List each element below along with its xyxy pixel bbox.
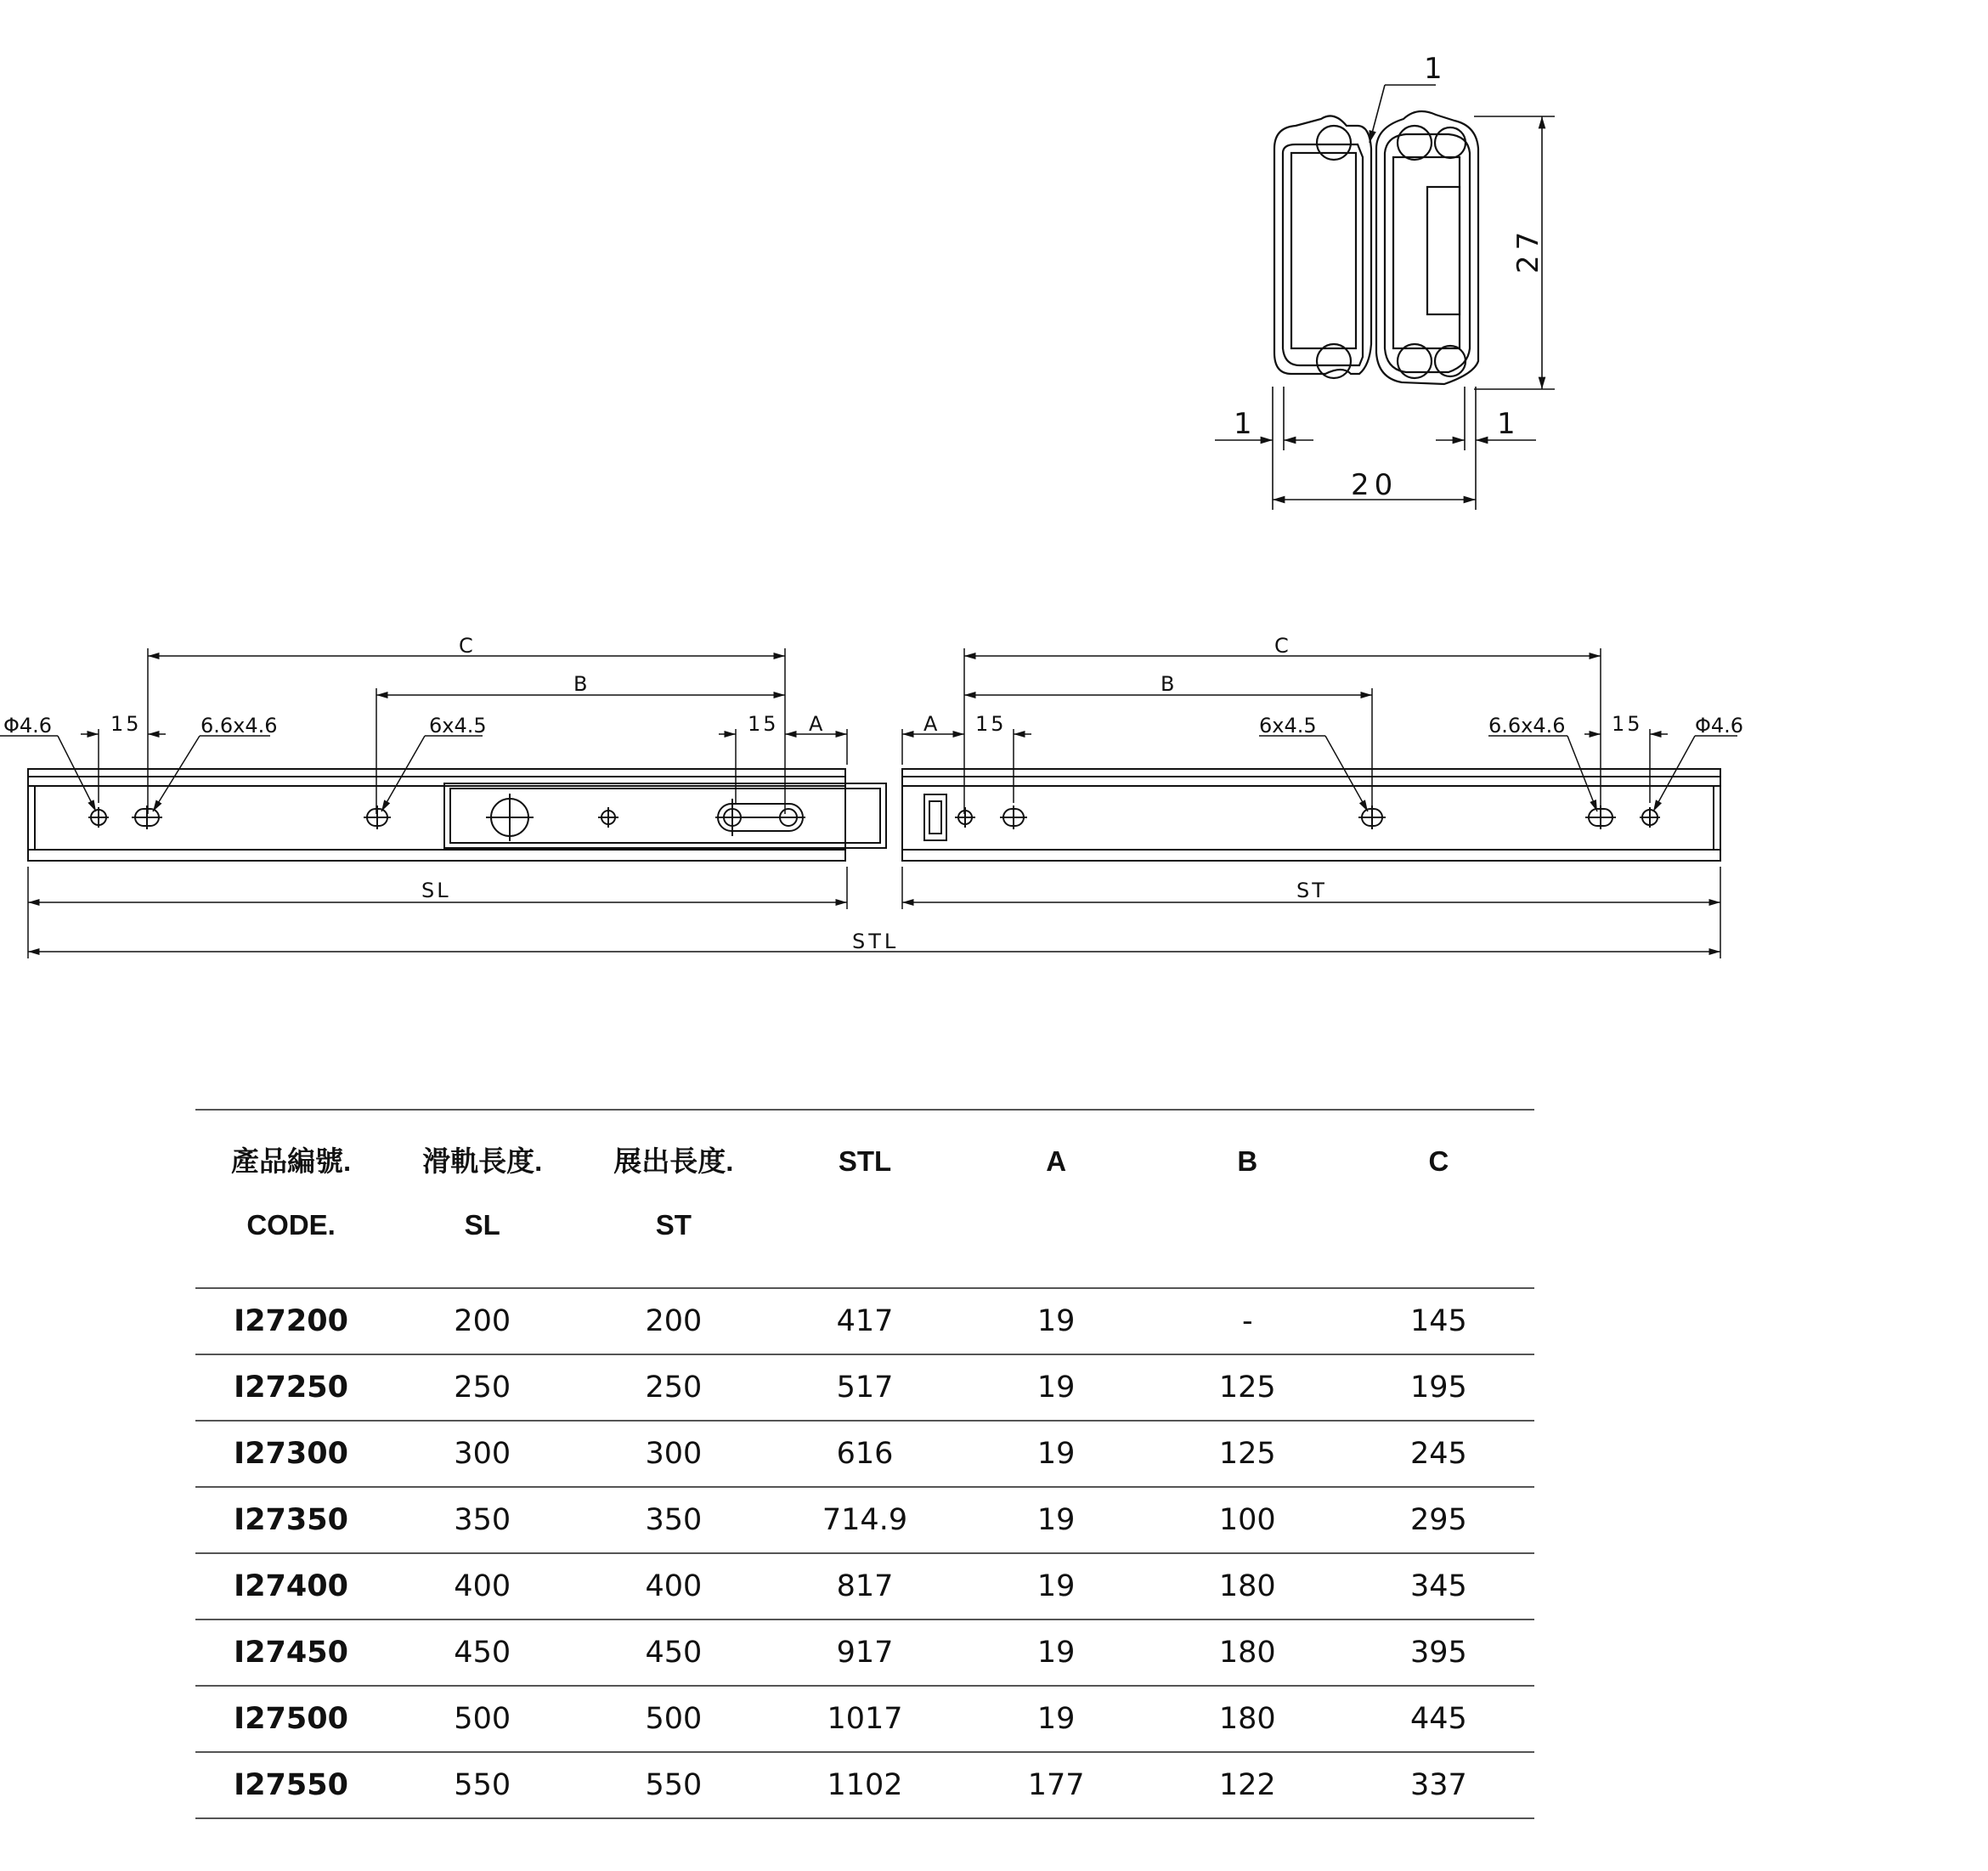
right-pitch-1: 15: [975, 712, 1007, 736]
left-hole-round: Φ4.6: [3, 714, 53, 738]
table-cell: I27500: [234, 1702, 348, 1736]
header-a: A: [1046, 1145, 1067, 1177]
table-header: [195, 1109, 1534, 1289]
side-view-right-dimensions: [28, 648, 1737, 958]
table-cell: 417: [836, 1304, 894, 1338]
table-cell: -: [1241, 1304, 1253, 1338]
table-cell: 195: [1410, 1371, 1467, 1405]
table-cell: 180: [1218, 1702, 1276, 1736]
table-cell: 300: [645, 1437, 703, 1471]
table-row: [195, 1488, 1534, 1554]
right-dim-a: A: [923, 712, 938, 736]
table-row: [195, 1753, 1534, 1819]
table-cell: 145: [1410, 1304, 1467, 1338]
hole-phi4.6-right: [1640, 807, 1660, 828]
table-body: [195, 1289, 1534, 1819]
table-cell: 917: [836, 1636, 894, 1670]
elongated-slot-icon: [715, 799, 805, 836]
left-dim-sl: SL: [421, 879, 451, 902]
table-row: [195, 1687, 1534, 1753]
left-pitch-1: 15: [110, 712, 142, 736]
hole-phi4.6-left: [88, 807, 109, 828]
table-cell: 817: [836, 1569, 894, 1603]
table-cell: 200: [645, 1304, 703, 1338]
table-row: [195, 1554, 1534, 1620]
cross-dim-top: 1: [1424, 52, 1443, 86]
table-cell: 395: [1410, 1636, 1467, 1670]
cross-dim-left: 1: [1234, 407, 1252, 441]
table-cell: 125: [1218, 1371, 1276, 1405]
table-cell: 19: [1036, 1636, 1076, 1670]
table-cell: 250: [645, 1371, 703, 1405]
left-dim-b: B: [573, 672, 588, 696]
table-cell: 714.9: [822, 1503, 908, 1537]
table-cell: 177: [1027, 1768, 1085, 1802]
slot-6x4.5-left: [364, 805, 391, 829]
left-dim-c: C: [459, 634, 473, 658]
table-cell: 1017: [827, 1702, 903, 1736]
left-dim-a: A: [809, 712, 823, 736]
table-cell: 616: [836, 1437, 894, 1471]
table-cell: 350: [454, 1503, 511, 1537]
cross-dim-width: 20: [1351, 468, 1398, 502]
table-cell: 350: [645, 1503, 703, 1537]
table-cell: 250: [454, 1371, 511, 1405]
side-view-right: [902, 769, 1720, 861]
left-slot-2: 6x4.5: [429, 714, 487, 738]
hole-phi4.6-right-inner: [955, 807, 975, 828]
slot-6.6x4.6-left: [132, 805, 162, 829]
table-cell: 19: [1036, 1503, 1076, 1537]
right-pitch-2: 15: [1612, 712, 1643, 736]
header-stl: STL: [838, 1145, 892, 1177]
table-cell: 19: [1036, 1437, 1076, 1471]
table-cell: 550: [645, 1768, 703, 1802]
table-cell: 445: [1410, 1702, 1467, 1736]
left-pitch-2: 15: [748, 712, 779, 736]
table-cell: 295: [1410, 1503, 1467, 1537]
table-cell: 200: [454, 1304, 511, 1338]
header-st: 展出長度. ST: [613, 1145, 734, 1241]
right-slot-1: 6.6x4.6: [1488, 714, 1566, 738]
table-cell: 100: [1218, 1503, 1276, 1537]
table-row: [195, 1422, 1534, 1488]
table-cell: I27550: [234, 1768, 348, 1802]
table-cell: 517: [836, 1371, 894, 1405]
side-view-left-dimensions: [0, 648, 847, 958]
table-cell: 400: [454, 1569, 511, 1603]
header-sl: 滑軌長度. SL: [422, 1145, 543, 1241]
table-cell: 450: [645, 1636, 703, 1670]
table-row: [195, 1289, 1534, 1355]
table-cell: 19: [1036, 1304, 1076, 1338]
table-cell: 245: [1410, 1437, 1467, 1471]
table-cell: I27300: [234, 1437, 348, 1471]
table-cell: I27350: [234, 1503, 348, 1537]
table-cell: 500: [454, 1702, 511, 1736]
table-cell: 300: [454, 1437, 511, 1471]
table-cell: I27250: [234, 1371, 348, 1405]
stop-block-icon: [924, 794, 946, 840]
slot-right-inner: [1000, 805, 1027, 829]
header-b: B: [1237, 1145, 1258, 1177]
table-cell: 1102: [827, 1768, 903, 1802]
table-cell: I27450: [234, 1636, 348, 1670]
right-dim-c: C: [1274, 634, 1289, 658]
table-cell: 550: [454, 1768, 511, 1802]
table-cell: 500: [645, 1702, 703, 1736]
table-cell: 450: [454, 1636, 511, 1670]
right-slot-2: 6x4.5: [1259, 714, 1317, 738]
table-cell: 400: [645, 1569, 703, 1603]
left-slot-1: 6.6x4.6: [200, 714, 278, 738]
table-cell: 19: [1036, 1371, 1076, 1405]
cross-dim-height: 27: [1511, 226, 1545, 274]
table-cell: 345: [1410, 1569, 1467, 1603]
table-cell: 19: [1036, 1702, 1076, 1736]
table-cell: 19: [1036, 1569, 1076, 1603]
right-hole-round: Φ4.6: [1695, 714, 1744, 738]
large-hole-icon: [486, 794, 534, 841]
table-cell: 337: [1410, 1768, 1467, 1802]
header-c: C: [1428, 1145, 1449, 1177]
table-cell: 180: [1218, 1636, 1276, 1670]
side-view-left: [28, 769, 886, 861]
table-cell: 125: [1218, 1437, 1276, 1471]
header-code: 產品編號. CODE.: [230, 1145, 352, 1241]
table-cell: 122: [1218, 1768, 1276, 1802]
table-cell: I27200: [234, 1304, 348, 1338]
right-dim-b: B: [1161, 672, 1175, 696]
table-row: [195, 1620, 1534, 1687]
table-cell: I27400: [234, 1569, 348, 1603]
cross-dim-right: 1: [1497, 407, 1516, 441]
small-hole-icon: [598, 807, 618, 828]
dim-stl: STL: [852, 930, 900, 953]
cross-section-view: [1274, 111, 1478, 384]
table-row: [195, 1355, 1534, 1422]
right-dim-st: ST: [1296, 879, 1327, 902]
table-cell: 180: [1218, 1569, 1276, 1603]
spec-table: [195, 1109, 1534, 1819]
